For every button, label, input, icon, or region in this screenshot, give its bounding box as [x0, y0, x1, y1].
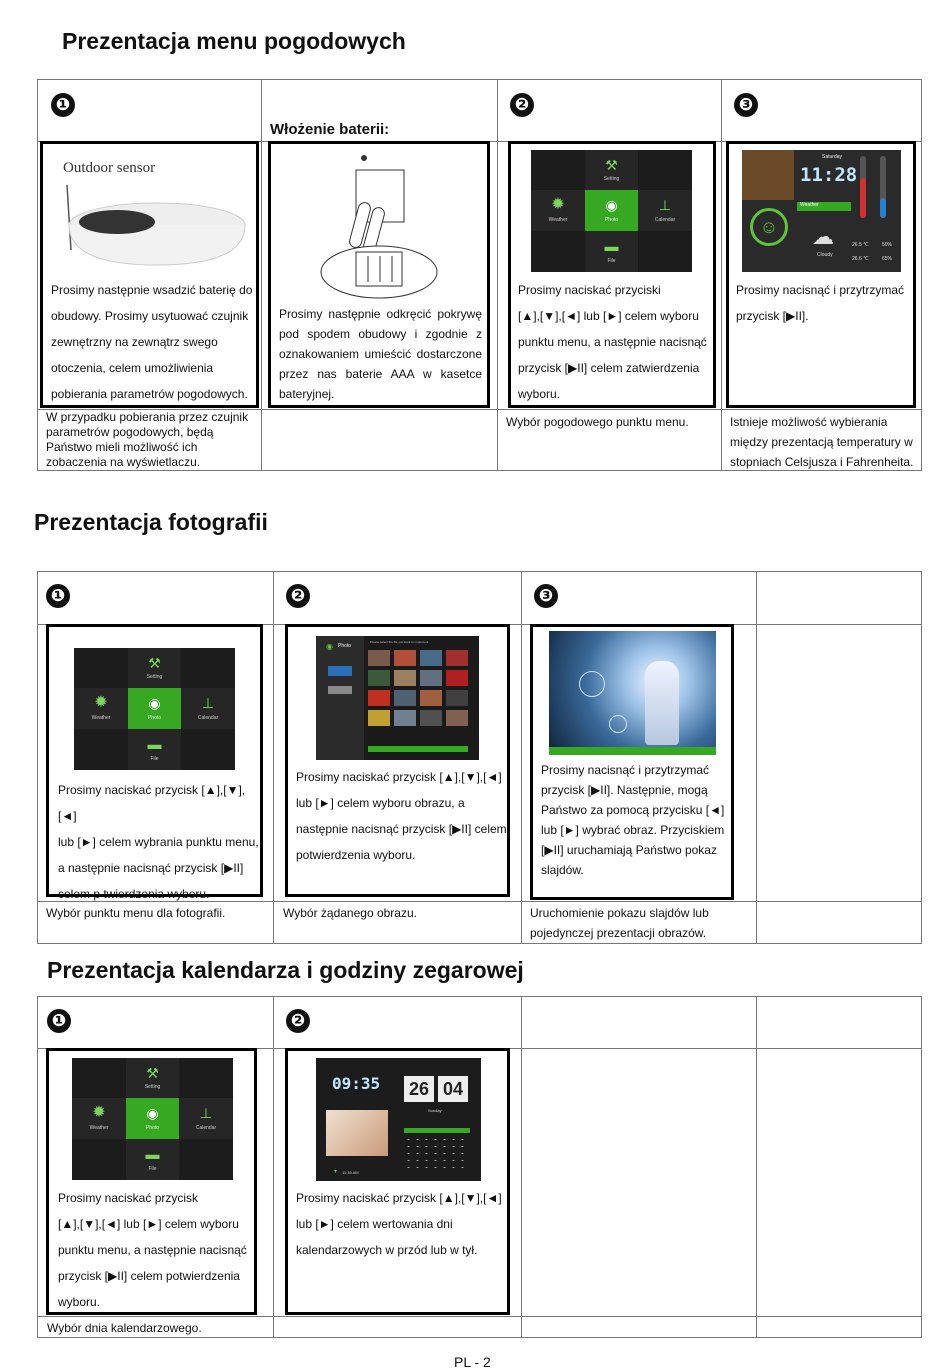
caption-line: W przypadku pobierania przez czujnik	[46, 410, 249, 424]
photo-menu-panel	[46, 624, 263, 901]
photo-icon: ◉	[148, 695, 161, 711]
menu-screen	[72, 1058, 233, 1180]
thumbnail[interactable]	[394, 690, 416, 706]
table-line	[273, 996, 274, 1338]
step-number-3: ❸	[734, 93, 758, 117]
table-line	[37, 79, 922, 80]
thumbnail[interactable]	[368, 650, 390, 666]
photo-icon: ◉	[146, 1105, 159, 1121]
thumbnail[interactable]	[420, 690, 442, 706]
table-line	[37, 79, 38, 471]
battery-heading: Włożenie baterii:	[270, 121, 390, 138]
weekday-label: Sunday	[428, 1108, 442, 1113]
text-line: obudowy. Prosimy usytuować czujnik	[51, 309, 249, 323]
thumbnail[interactable]	[368, 690, 390, 706]
text-line: [▶II] uruchamiają Państwo pokaz	[541, 843, 717, 857]
table-line	[37, 996, 922, 997]
battery-install-image	[316, 152, 446, 302]
menu-label-calendar: Calendar	[654, 217, 676, 223]
table-line	[921, 571, 922, 944]
text-line: przycisk [▶II] celem zatwierdzenia	[518, 361, 700, 375]
text-line: [▲],[▼],[◄] lub [►] celem wyboru	[518, 309, 699, 323]
menu-label-setting: Setting	[144, 1084, 161, 1090]
text-line: lub [►] celem wybrania punktu menu,	[58, 835, 259, 849]
table-line	[37, 571, 38, 944]
text-line: punktu menu, a następnie nacisnąć	[58, 1243, 247, 1257]
cloudy-label: Cloudy	[817, 252, 833, 258]
menu-label-calendar: Calendar	[197, 715, 219, 721]
caption-calendar-menu: Wybór dnia kalendarzowego.	[47, 1321, 202, 1335]
caption-line: Państwo mieli możliwość ich	[46, 440, 198, 454]
caption-line: stopniach Celsjusza i Fahrenheita.	[730, 455, 914, 469]
text-line: punktu menu, a następnie nacisnąć	[518, 335, 707, 349]
caption-line: między prezentacją temperatury w	[730, 435, 913, 449]
step-number-1: ❶	[46, 584, 70, 608]
page-number: PL - 2	[454, 1354, 491, 1370]
menu-label-photo: Photo	[145, 1125, 160, 1131]
text-line: a następnie nacisnąć przycisk [▶II]	[58, 861, 244, 875]
text-line: zewnętrzny na zewnątrz swego	[51, 335, 218, 349]
thumbnail[interactable]	[394, 650, 416, 666]
bubble	[609, 715, 627, 733]
menu-label-file: File	[148, 1166, 157, 1172]
caption-line: pojedynczej prezentacji obrazów.	[530, 926, 707, 940]
caption-line: parametrów pogodowych, będą	[46, 425, 214, 439]
text-line: otoczenia, celem umożliwienia	[51, 361, 214, 375]
status-bar	[368, 746, 468, 752]
table-line	[721, 79, 722, 471]
outdoor-sensor-label: Outdoor sensor	[63, 160, 156, 176]
text-line: Prosimy naciskać przycisk [▲],[▼],[◄]	[58, 783, 246, 823]
thumbnail[interactable]	[420, 650, 442, 666]
table-line	[37, 571, 922, 572]
section-title-calendar: Prezentacja kalendarza i godziny zegarowej	[47, 957, 524, 983]
time-small: 11:35 AM	[342, 1170, 359, 1175]
text-line: Prosimy naciskać przycisk [▲],[▼],[◄]	[296, 770, 502, 784]
weather-display-panel	[726, 141, 916, 408]
caption-line: zobaczenia na wyświetlaczu.	[46, 455, 201, 469]
text-line: przycisk [▶II] celem potwierdzenia	[58, 1269, 240, 1283]
text-line: Prosimy naciskać przyciski	[518, 283, 661, 297]
step-number-2: ❷	[510, 93, 534, 117]
weather-tab: Weather	[797, 202, 851, 211]
thumbnail[interactable]	[368, 710, 390, 726]
calendar-icon: ⊥	[658, 197, 672, 213]
weather-icon: ✹	[551, 196, 565, 213]
weather-icon: ✹	[94, 694, 108, 711]
table-line	[37, 1316, 922, 1317]
table-line	[273, 571, 274, 944]
folder-icon: ▬	[604, 238, 619, 254]
table-line	[756, 996, 757, 1338]
fairy-figure	[645, 661, 679, 745]
menu-label-photo: Photo	[604, 217, 619, 223]
thumbnail[interactable]	[446, 670, 468, 686]
table-line	[521, 996, 522, 1338]
thumbnail[interactable]	[420, 710, 442, 726]
text-line: Prosimy nacisnąć i przytrzymać	[541, 763, 710, 777]
calendar-icon: ⊥	[201, 695, 215, 711]
photo-thumbnail	[326, 1110, 388, 1156]
table-line	[261, 79, 262, 471]
step-number-2: ❷	[286, 584, 310, 608]
screen-title: Photo	[338, 643, 352, 649]
screen-hint: Please select the file you want to implement	[370, 640, 429, 644]
weather-icon: ✹	[92, 1104, 106, 1121]
table-line	[921, 79, 922, 471]
text-line: Prosimy następnie wsadzić baterię do	[51, 283, 253, 297]
calendar-display-panel	[285, 1048, 510, 1315]
calendar-icon: ⊥	[199, 1105, 213, 1121]
caption-photo-select: Wybór żądanego obrazu.	[283, 906, 417, 920]
menu-label-weather: Weather	[548, 217, 568, 223]
menu-label-calendar: Calendar	[195, 1125, 217, 1131]
slideshow-panel	[530, 624, 734, 900]
setting-icon: ⚒	[146, 1065, 159, 1081]
text-line: lub [►] celem wertowania dni	[296, 1217, 453, 1231]
humidity-outdoor: 65%	[882, 256, 893, 262]
text-line: wyboru.	[58, 1295, 101, 1309]
day-label: Saturday	[822, 154, 843, 160]
thumbnail[interactable]	[394, 710, 416, 726]
photo-icon: ◉	[605, 197, 618, 213]
battery-text: Prosimy następnie odkręcić pokrywę pod spodem obudowy i zgodnie z oznakowaniem umieścić dostarczone przez nas baterie AAA w kasetce bateryjnej.	[279, 307, 482, 401]
menu-screen	[74, 648, 235, 770]
status-bar	[549, 747, 716, 755]
thumbnail[interactable]	[394, 670, 416, 686]
calendar-header-bar	[404, 1128, 470, 1133]
text-line: Prosimy naciskać przycisk	[58, 1191, 199, 1205]
humidity-indoor: 50%	[882, 242, 893, 248]
text-line: Prosimy naciskać przycisk [▲],[▼],[◄]	[296, 1191, 502, 1205]
weather-menu-panel	[508, 141, 716, 408]
text-line: następnie nacisnąć przycisk [▶II] celem	[296, 822, 507, 836]
thumbnail[interactable]	[446, 710, 468, 726]
text-line: Prosimy nacisnąć i przytrzymać	[736, 283, 905, 297]
text-line: Państwo za pomocą przycisku [◄]	[541, 803, 725, 817]
thumbnail[interactable]	[446, 690, 468, 706]
battery-panel	[268, 141, 490, 408]
text-line: [▲],[▼],[◄] lub [►] celem wyboru	[58, 1217, 239, 1231]
text-line: kalendarzowych w przód lub w tył.	[296, 1243, 478, 1257]
usb-icon	[328, 686, 352, 694]
folder-icon: ▬	[145, 1146, 160, 1162]
setting-icon: ⚒	[148, 655, 161, 671]
table-line	[497, 79, 498, 471]
caption-photo-menu: Wybór punktu menu dla fotografii.	[46, 906, 226, 920]
thumbnail[interactable]	[368, 670, 390, 686]
menu-screen	[531, 150, 692, 272]
temp-outdoor: 26.6 ℃	[852, 256, 869, 262]
thermometer-red	[860, 156, 866, 218]
outdoor-sensor-panel	[40, 141, 259, 408]
smiley-icon: ☺	[750, 208, 788, 246]
thumbnail-grid	[368, 650, 476, 726]
sd-card-icon	[328, 666, 352, 676]
slideshow-screen	[549, 631, 716, 755]
text-line: lub [►] wybrać obraz. Przyciskiem	[541, 823, 725, 837]
thumbnail[interactable]	[420, 670, 442, 686]
setting-icon: ⚒	[605, 157, 618, 173]
calendar-screen	[316, 1058, 481, 1181]
folder-icon: ▬	[147, 736, 162, 752]
bubble	[579, 671, 605, 697]
table-line	[37, 943, 922, 944]
step-number-1: ❶	[47, 1009, 71, 1033]
outdoor-sensor-image	[57, 180, 247, 270]
day-card: 26	[404, 1076, 434, 1102]
caption-line: Istnieje możliwość wybierania	[730, 415, 888, 429]
text-line: potwierdzenia wyboru.	[296, 848, 416, 862]
calendar-grid	[404, 1136, 470, 1170]
caption-line: Uruchomienie pokazu slajdów lub	[530, 906, 709, 920]
photo-browser-screen	[316, 636, 479, 760]
menu-label-setting: Setting	[603, 176, 620, 182]
clock-display: 11:28	[800, 164, 858, 186]
weather-screen	[742, 150, 901, 272]
step-number-2: ❷	[286, 1009, 310, 1033]
step-number-1: ❶	[51, 93, 75, 117]
photo-select-panel	[285, 624, 510, 897]
menu-label-weather: Weather	[89, 1125, 109, 1131]
table-line	[37, 996, 38, 1338]
menu-label-weather: Weather	[91, 715, 111, 721]
calendar-menu-panel	[46, 1048, 257, 1315]
text-line: pobierania parametrów pogodowych.	[51, 387, 248, 401]
thermometer-blue	[880, 156, 886, 218]
text-line: przycisk [▶II].	[736, 309, 809, 323]
photo-icon: ◉	[326, 642, 333, 651]
menu-label-setting: Setting	[146, 674, 163, 680]
caption-weather-menu: Wybór pogodowego punktu menu.	[506, 415, 689, 429]
text-line: slajdów.	[541, 863, 584, 877]
menu-label-file: File	[607, 258, 616, 264]
section-title-photos: Prezentacja fotografii	[34, 509, 268, 535]
table-line	[756, 571, 757, 944]
table-line	[521, 571, 522, 944]
temp-indoor: 26.5 ℃	[852, 242, 869, 248]
cloud-icon: ☁	[812, 224, 834, 249]
step-number-3: ❸	[534, 584, 558, 608]
text-line: wyboru.	[518, 387, 561, 401]
wifi-icon: ▾	[334, 1169, 338, 1175]
month-card: 04	[438, 1076, 468, 1102]
thumbnail[interactable]	[446, 650, 468, 666]
menu-label-file: File	[150, 756, 159, 762]
clock-display: 09:35	[332, 1074, 381, 1093]
menu-label-photo: Photo	[147, 715, 162, 721]
text-line: przycisk [▶II]. Następnie, mogą	[541, 783, 708, 797]
text-line: lub [►] celem wyboru obrazu, a	[296, 796, 465, 810]
section-title-weather: Prezentacja menu pogodowych	[62, 28, 406, 54]
table-line	[921, 996, 922, 1338]
text-line: celem p twierdzenia wyboru.	[58, 887, 210, 901]
